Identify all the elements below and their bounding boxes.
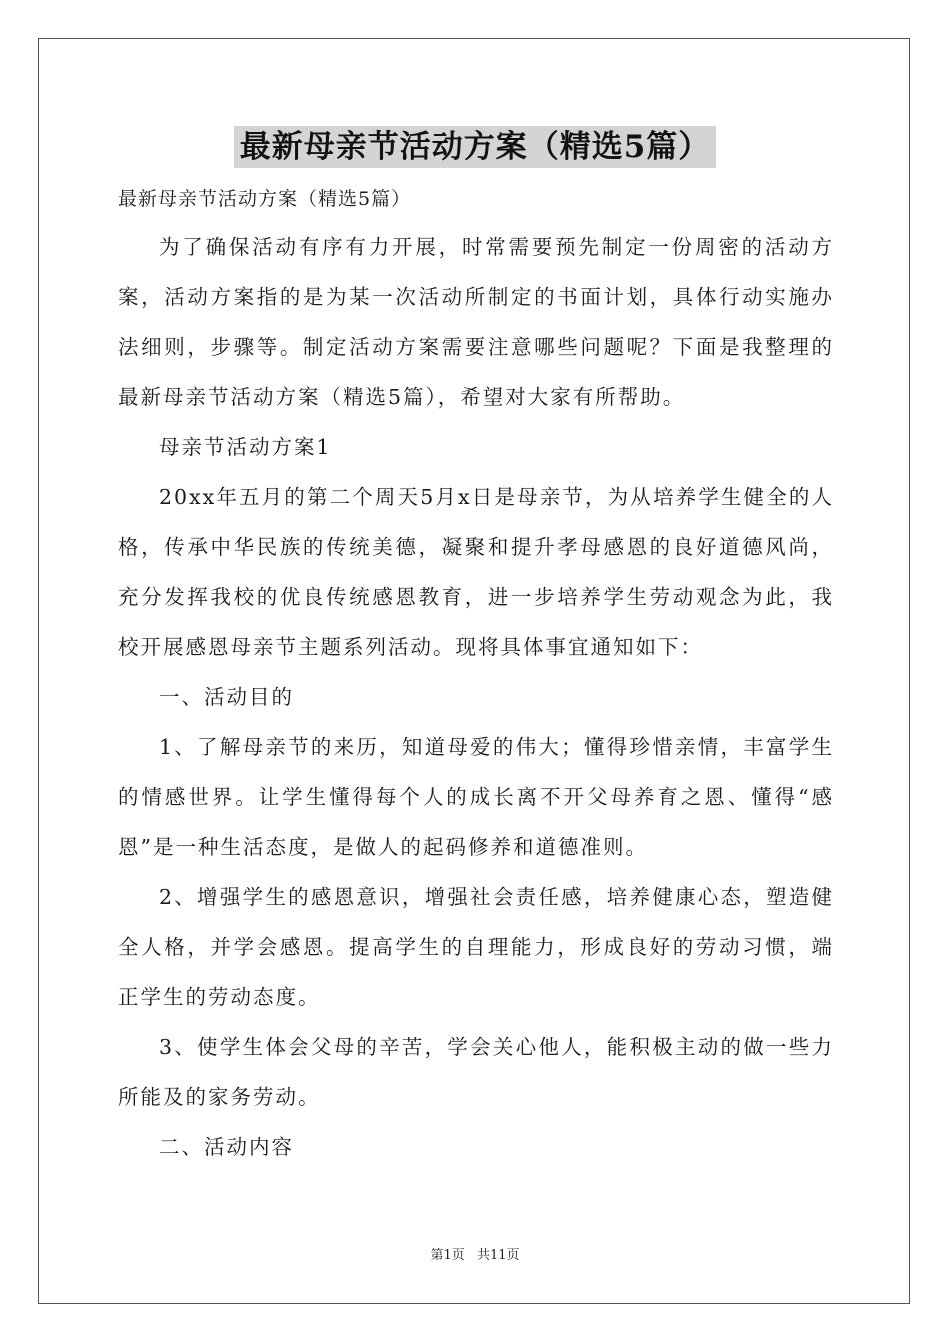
- document-title: 最新母亲节活动方案（精选5篇）: [234, 126, 717, 168]
- page-number: 第1页: [430, 1248, 465, 1263]
- section-heading-content: 二、活动内容: [159, 1135, 294, 1159]
- intro-paragraph: 为了确保活动有序有力开展，时常需要预先制定一份周密的活动方案，活动方案指的是为某一次活动所制定的书面计划，具体行动实施办法细则，步骤等。制定活动方案需要注意哪些问题呢？下面是我整理的最新母亲节活动方案（精选5篇），希望对大家有所帮助。: [118, 235, 834, 409]
- body-paragraph: 20xx年五月的第二个周天5月x日是母亲节，为从培养学生健全的人格，传承中华民族的传统美德，凝聚和提升孝母感恩的良好道德风尚，充分发挥我校的优良传统感恩教育，进一步培养学生劳动观念为此，我校开展感恩母亲节主题系列活动。现将具体事宜通知如下：: [118, 485, 834, 659]
- list-item-purpose-1: 1、了解母亲节的来历，知道母爱的伟大；懂得珍惜亲情，丰富学生的情感世界。让学生懂得每个人的成长离不开父母养育之恩、懂得“感恩”是一种生活态度，是做人的起码修养和道德准则。: [118, 735, 834, 859]
- list-item-purpose-3: 3、使学生体会父母的辛苦，学会关心他人，能积极主动的做一些力所能及的家务劳动。: [118, 1035, 834, 1109]
- list-item-purpose-2: 2、增强学生的感恩意识，增强社会责任感，培养健康心态，塑造健全人格，并学会感恩。提高学生的自理能力，形成良好的劳动习惯，端正学生的劳动态度。: [118, 885, 834, 1009]
- page-footer: [0, 1244, 950, 1263]
- page-total: 共11页: [476, 1248, 520, 1263]
- section-heading-purpose: 一、活动目的: [159, 685, 294, 709]
- section-heading-plan-1: 母亲节活动方案1: [159, 435, 332, 459]
- title-container: [0, 126, 950, 168]
- document-body: [118, 176, 834, 1172]
- document-subtitle: 最新母亲节活动方案（精选5篇）: [118, 188, 412, 210]
